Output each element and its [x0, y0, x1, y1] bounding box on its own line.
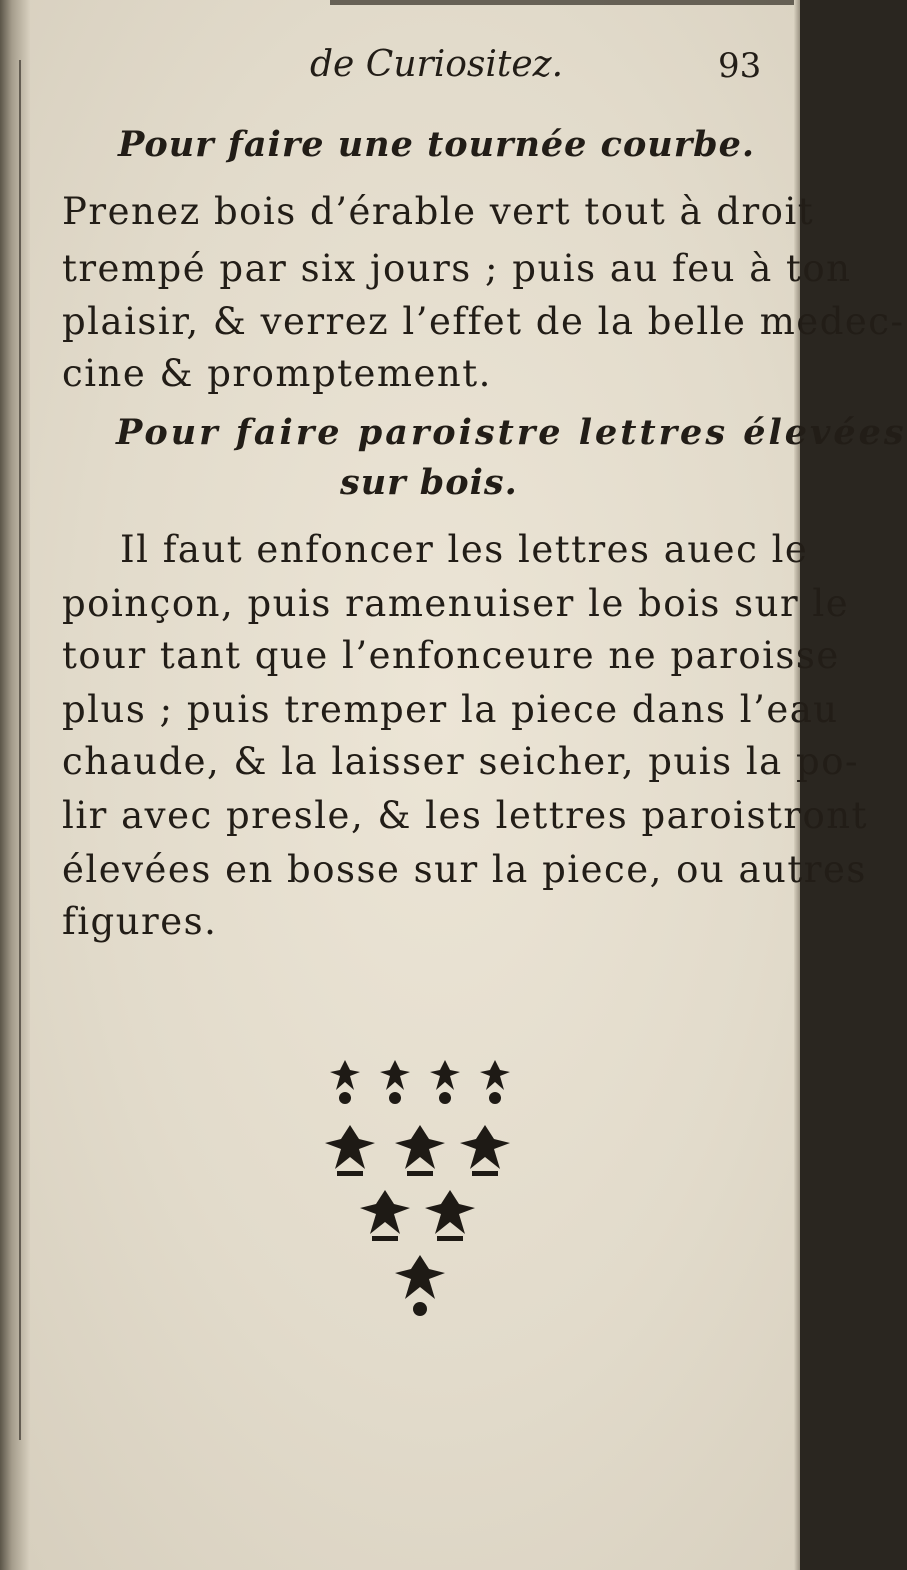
running-head: de Curiositez.: [310, 44, 564, 85]
text-line: chaude, & la laisser seicher, puis la po-: [62, 740, 859, 783]
section-heading-tournee: Pour faire une tournée courbe.: [118, 124, 756, 165]
page-number: 93: [718, 46, 762, 86]
fleuron-ornament-icon: [300, 1050, 540, 1320]
section-heading-lettres: Pour faire paroistre lettres élevées: [116, 412, 907, 453]
gutter-line: [19, 60, 21, 1440]
text-line: figures.: [62, 900, 218, 943]
section-heading-lettres-cont: sur bois.: [340, 462, 518, 503]
text-line: trempé par six jours ; puis au feu à ton: [62, 247, 852, 290]
text-line: lir avec presle, & les lettres paroistront: [62, 794, 868, 837]
text-line: cine & promptement.: [62, 352, 492, 395]
text-line: Prenez bois d’érable vert tout à droit: [62, 190, 815, 233]
text-line: poinçon, puis ramenuiser le bois sur le: [62, 582, 850, 625]
text-line: tour tant que l’enfonceure ne paroisse: [62, 634, 840, 677]
text-line: plus ; puis tremper la piece dans l’eau: [62, 688, 839, 731]
text-line: plaisir, & verrez l’effet de la belle medec-: [62, 300, 905, 343]
page-right-edge: [794, 0, 800, 1570]
text-line: élevées en bosse sur la piece, ou autres: [62, 848, 867, 891]
book-gutter: [0, 0, 30, 1570]
text-line: Il faut enfoncer les lettres auec le: [120, 528, 809, 571]
page-top-edge: [330, 0, 800, 5]
